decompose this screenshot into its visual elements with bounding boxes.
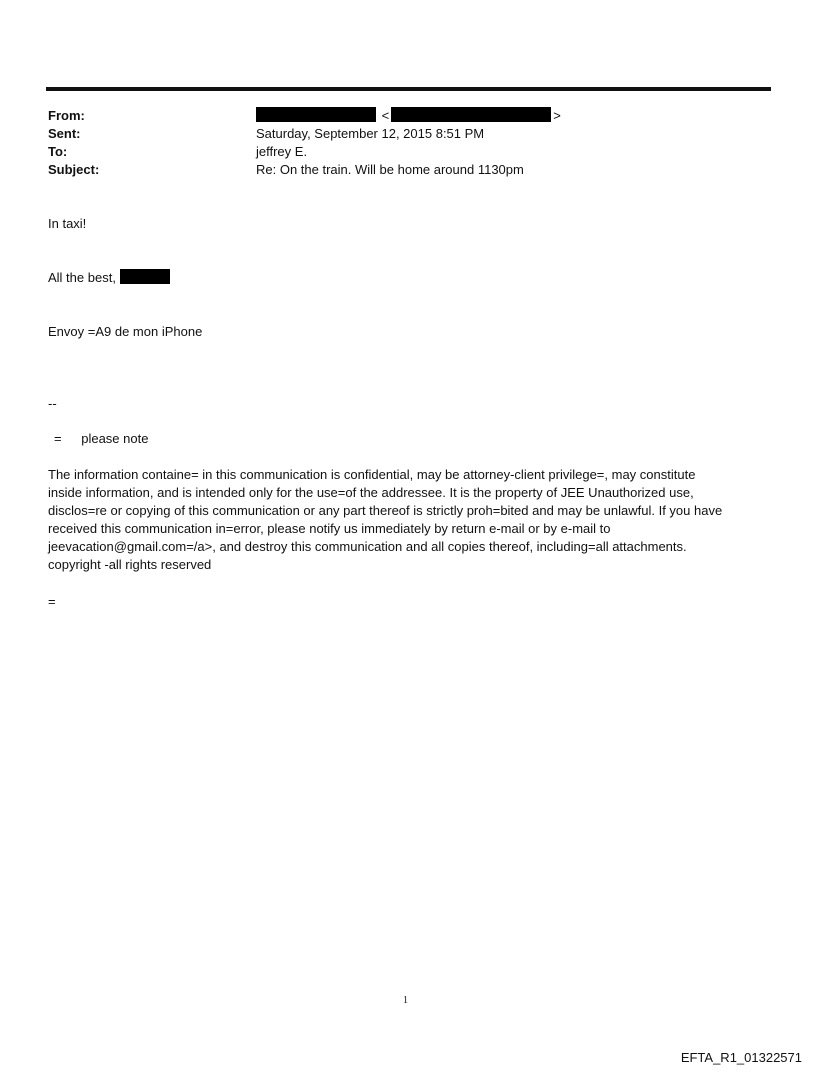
redacted-sender-email (391, 107, 551, 122)
from-close-bracket: > (553, 108, 561, 123)
disclaimer-line: received this communication in=error, please notify us immediately by return e-mail or by e-mail to (48, 521, 611, 536)
disclaimer-line: jeevacation@gmail.com=/a>, and destroy this communication and all copies thereof, including=all attachments. (48, 539, 687, 554)
disclaimer-line: The information containe= in this communication is confidential, may be attorney-client privilege=, may constitute (48, 467, 696, 482)
subject-value: Re: On the train. Will be home around 1130pm (256, 162, 524, 177)
from-label: From: (48, 108, 85, 123)
body-line-taxi: In taxi! (48, 216, 87, 231)
to-value: jeffrey E. (256, 144, 308, 159)
signoff-line (48, 269, 170, 287)
disclaimer-line: disclos=re or copying of this communication or any part thereof is strictly proh=bited and may be unlawful. If you have (48, 503, 723, 518)
sent-value: Saturday, September 12, 2015 8:51 PM (256, 126, 485, 141)
subject-label: Subject: (48, 162, 100, 177)
redacted-signature (120, 269, 170, 284)
from-open-bracket: < (381, 108, 390, 123)
page-number: 1 (403, 995, 408, 1006)
note-text: please note (81, 431, 149, 446)
disclaimer-line: copyright -all rights reserved (48, 557, 212, 572)
note-line (54, 430, 148, 448)
to-label: To: (48, 144, 68, 159)
bates-number: EFTA_R1_01322571 (680, 1050, 802, 1065)
redacted-sender-name (256, 107, 376, 122)
note-marker: = (54, 431, 62, 446)
sent-label: Sent: (48, 126, 81, 141)
end-marker: = (48, 594, 56, 609)
signoff-text: All the best, (48, 270, 116, 285)
signature-separator: -- (48, 396, 57, 411)
disclaimer-line: inside information, and is intended only for the use=of the addressee. It is the property of JEE Unauthorized use, (48, 485, 694, 500)
sent-from-line: Envoy =A9 de mon iPhone (48, 324, 203, 339)
header-rule (46, 87, 771, 91)
confidentiality-disclaimer (48, 466, 773, 574)
from-value (256, 107, 561, 125)
